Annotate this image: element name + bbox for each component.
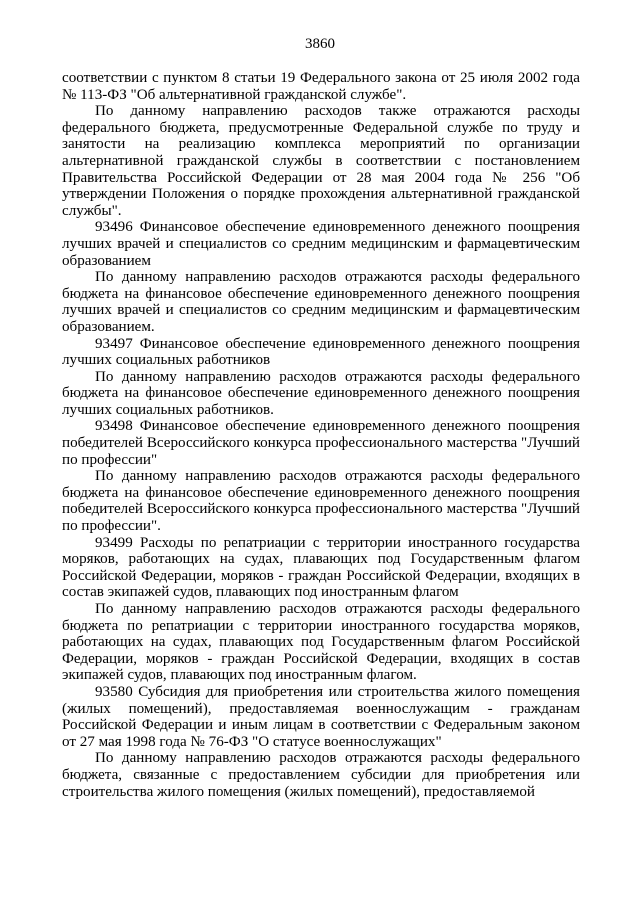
- page-number: 3860: [305, 36, 335, 52]
- paragraph: По данному направлению расходов отражаются расходы федерального бюджета по репатриации с территории иностранного государства моряков, работающих на судах, плавающих под Государственным флагом Российской Федерации, моряков - граждан Российской Федерации, входящих в состав экипажей судов, плавающих под иностранным флагом.: [62, 601, 580, 684]
- paragraph: По данному направлению расходов отражаются расходы федерального бюджета на финансовое обеспечение единовременного денежного поощрения лучших врачей и специалистов со средним медицинским и фармацевтическим образованием.: [62, 269, 580, 335]
- paragraph: По данному направлению расходов также отражаются расходы федерального бюджета, предусмотренные Федеральной службе по труду и занятости на реализацию комплекса мероприятий по организации альтернативной гражданской службы в соответствии с постановлением Правительства Российской Федерации от 28 мая 2004 года № 256 "Об утверждении Положения о порядке прохождения альтернативной гражданской службы".: [62, 103, 580, 219]
- paragraph: По данному направлению расходов отражаются расходы федерального бюджета, связанные с предоставлением субсидии для приобретения или строительства жилого помещения (жилых помещений), предоставляемой: [62, 750, 580, 800]
- paragraph: По данному направлению расходов отражаются расходы федерального бюджета на финансовое обеспечение единовременного денежного поощрения победителей Всероссийского конкурса профессионального мастерства "Лучший по профессии".: [62, 468, 580, 535]
- paragraph: По данному направлению расходов отражаются расходы федерального бюджета на финансовое обеспечение единовременного денежного поощрения лучших социальных работников.: [62, 368, 580, 418]
- document-body: [62, 70, 580, 800]
- section-heading: 93496 Финансовое обеспечение единовременного денежного поощрения лучших врачей и специалистов со средним медицинским и фармацевтическим образованием: [62, 219, 580, 269]
- section-heading: 93499 Расходы по репатриации с территории иностранного государства моряков, работающих на судах, плавающих под Государственным флагом Российской Федерации, моряков - граждан Российской Федерации, входящих в состав экипажей судов, плавающих под иностранным флагом: [62, 534, 580, 601]
- section-heading: 93497 Финансовое обеспечение единовременного денежного поощрения лучших социальных работников: [62, 335, 580, 369]
- section-heading: 93498 Финансовое обеспечение единовременного денежного поощрения победителей Всероссийского конкурса профессионального мастерства "Лучший по профессии": [62, 418, 580, 468]
- paragraph: соответствии с пунктом 8 статьи 19 Федерального закона от 25 июля 2002 года № 113-ФЗ "Об альтернативной гражданской службе".: [62, 70, 580, 103]
- section-heading: 93580 Субсидия для приобретения или строительства жилого помещения (жилых помещений), предоставляемая военнослужащим - гражданам Российской Федерации и иным лицам в соответствии с Федеральным законом от 27 мая 1998 года № 76-ФЗ "О статусе военнослужащих": [62, 683, 580, 750]
